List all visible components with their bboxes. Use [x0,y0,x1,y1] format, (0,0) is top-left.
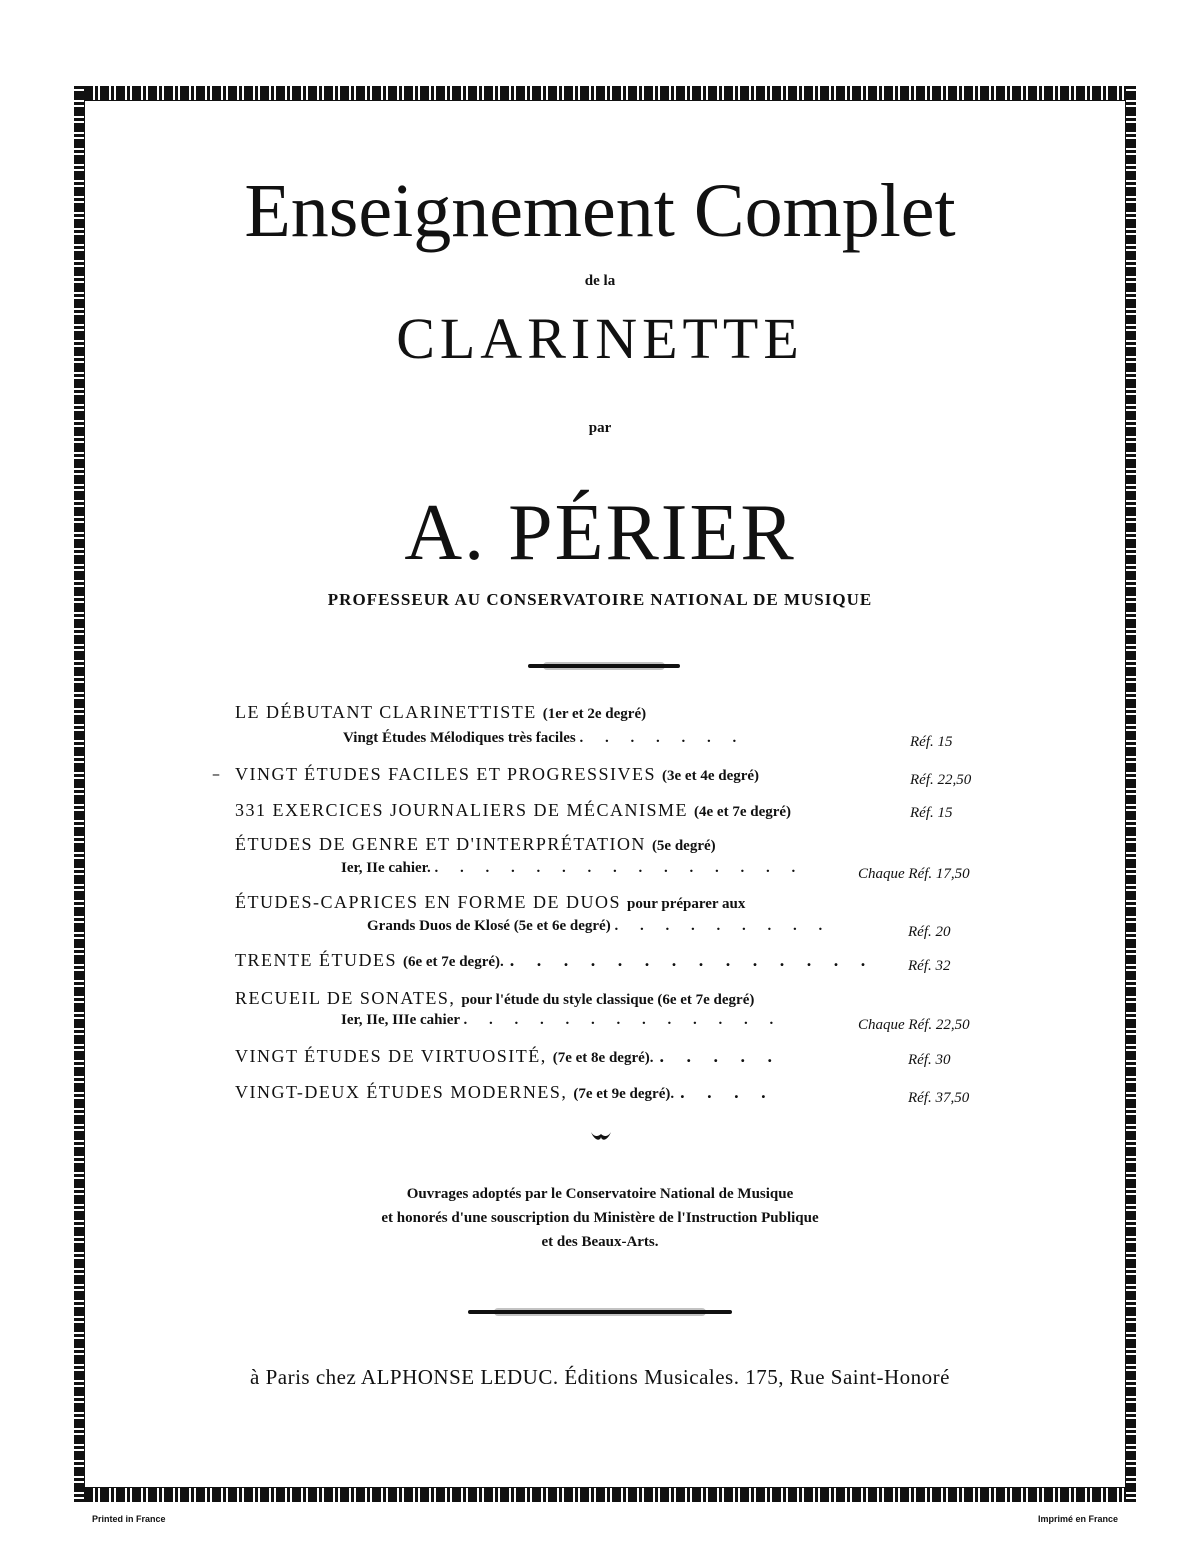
entry-ref: Chaque Réf. 17,50 [858,866,970,882]
publisher-line: à Paris chez ALPHONSE LEDUC. Éditions Musicales. 175, Rue Saint-Honoré [250,1365,950,1389]
leader-dots: . . . . . . . . . [614,918,832,934]
notice-line: et honorés d'une souscription du Ministère de l'Instruction Publique [381,1210,819,1226]
entry-note: pour l'étude du style classique (6e et 7e degré) [461,992,755,1008]
entry-note: (3e et 4e degré) [662,768,760,784]
leader-dots: . . . . [680,1082,775,1102]
entry-subtitle: Grands Duos de Klosé (5e et 6e degré) [367,918,611,934]
by-label: par [588,420,612,436]
divider-top [528,664,680,668]
catalog-entry-subtitle [341,1012,782,1029]
entry-ref: Réf. 37,50 [908,1090,970,1106]
entry-title: VINGT-DEUX ÉTUDES MODERNES, [235,1082,568,1102]
entry-ref: Réf. 22,50 [910,772,972,788]
border-right [1126,86,1136,1502]
entry-ref: Réf. 32 [908,958,951,974]
catalog-entry-subtitle [367,918,831,935]
entry-subtitle: Ier, IIe cahier. [341,860,431,876]
entry-note: (4e et 7e degré) [694,804,792,820]
entry-note: (7e et 9e degré). [573,1086,675,1102]
entry-title: LE DÉBUTANT CLARINETTISTE [235,702,537,722]
entry-title: TRENTE ÉTUDES [235,950,397,970]
entry-ref: Chaque Réf. 22,50 [858,1017,970,1033]
entry-title: ÉTUDES-CAPRICES EN FORME DE DUOS [235,892,622,912]
leader-dots: . . . . . . . . . . . . . . [509,950,875,970]
catalog-entry-title [235,1046,781,1067]
divider-bottom [468,1310,732,1314]
border-bottom [74,1488,1136,1502]
notice-line: Ouvrages adoptés par le Conservatoire National de Musique [406,1186,794,1202]
catalog-entry-title [235,834,716,855]
entry-title: ÉTUDES DE GENRE ET D'INTERPRÉTATION [235,834,646,854]
entry-subtitle: Ier, IIe, IIIe cahier [341,1012,460,1028]
leader-dots: . . . . . . . . . . . . . [463,1012,783,1028]
catalog-entry-title [235,800,791,821]
catalog-entry-title [235,1082,775,1103]
border-top [74,86,1136,100]
entry-ref: Réf. 20 [908,924,951,940]
entry-ref: Réf. 15 [910,805,953,821]
entry-title: VINGT ÉTUDES FACILES ET PROGRESSIVES [235,764,657,784]
catalog-entry-title [235,950,874,971]
catalog-entry-subtitle [341,860,804,877]
catalog-entry-title [235,764,759,785]
entry-title: VINGT ÉTUDES DE VIRTUOSITÉ, [235,1046,547,1066]
footer-printed: Printed in France [92,1514,166,1524]
ornament-icon [590,1124,612,1149]
leader-dots: . . . . . . . [579,730,746,746]
author-name: A. PÉRIER [404,489,796,577]
page-title: Enseignement Complet [244,169,956,253]
catalog-entry-title [235,702,646,723]
entry-note: pour préparer aux [627,896,746,912]
catalog-entry-title [235,892,745,913]
margin-dash: – [212,764,220,783]
decorative-border [74,86,1136,1502]
notice-line: et des Beaux-Arts. [541,1234,659,1250]
entry-ref: Réf. 30 [908,1052,951,1068]
catalog-entry-title [235,988,754,1009]
entry-ref: Réf. 15 [910,734,953,750]
entry-title: RECUEIL DE SONATES, [235,988,456,1008]
entry-title: 331 EXERCICES JOURNALIERS DE MÉCANISME [235,800,689,820]
entry-note: (1er et 2e degré) [542,706,647,722]
border-left [74,86,84,1502]
leader-dots: . . . . . . . . . . . . . . . [434,860,805,876]
author-role: PROFESSEUR AU CONSERVATOIRE NATIONAL DE MUSIQUE [327,590,873,609]
catalog-entry-subtitle [343,730,745,747]
leader-dots: . . . . . [659,1046,782,1066]
footer-imprime: Imprimé en France [1037,1514,1118,1524]
entry-note: (6e et 7e degré). [402,954,504,970]
instrument-title: CLARINETTE [396,306,804,371]
title-connector: de la [584,273,616,289]
adoption-notice [0,1182,1200,1254]
entry-subtitle: Vingt Études Mélodiques très faciles [343,730,576,746]
entry-note: (5e degré) [651,838,716,854]
entry-note: (7e et 8e degré). [552,1050,654,1066]
